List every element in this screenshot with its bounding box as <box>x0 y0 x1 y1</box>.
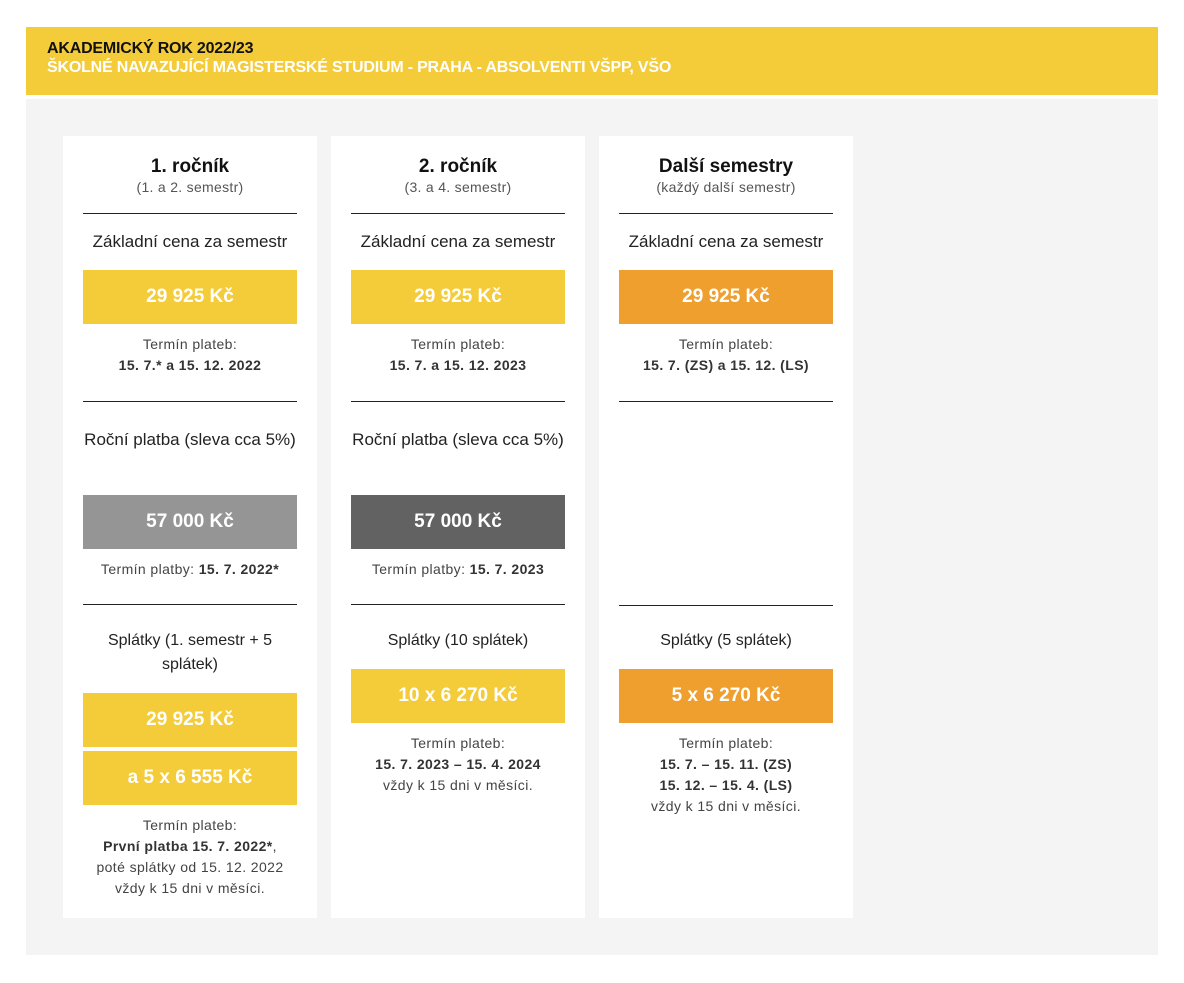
divider <box>351 604 565 605</box>
installments-label: Splátky (1. semestr + 5 splátek) <box>107 632 273 673</box>
card-further-semesters <box>599 136 853 918</box>
card-title: Další semestry <box>658 156 794 177</box>
remaining-installments-box: a 5 x 6 555 Kč <box>83 751 297 805</box>
note-label: Termín platby: <box>371 561 466 577</box>
installments-label: Splátky (10 splátek) <box>387 632 529 649</box>
base-price-box: 29 925 Kč <box>83 270 297 324</box>
page-banner <box>26 27 1158 95</box>
note-label: Termín plateb: <box>142 336 238 352</box>
note-value: 15. 12. – 15. 4. (LS) <box>659 777 793 793</box>
note-label: Termín plateb: <box>410 336 506 352</box>
note-line: vždy k 15 dni v měsíci. <box>114 880 266 896</box>
note-value: 15. 7. a 15. 12. 2023 <box>389 357 527 373</box>
note-value: 15. 7. 2023 <box>469 561 545 577</box>
annual-payment-note <box>351 559 565 580</box>
base-price-label: Základní cena za semestr <box>628 232 824 251</box>
note-value: 15. 7. (ZS) a 15. 12. (LS) <box>642 357 809 373</box>
annual-price-box: 57 000 Kč <box>351 495 565 549</box>
divider <box>83 213 297 214</box>
installments-label: Splátky (5 splátek) <box>660 632 792 649</box>
card-second-year <box>331 136 585 918</box>
note-value: 15. 7.* a 15. 12. 2022 <box>118 357 262 373</box>
card-first-year <box>63 136 317 918</box>
base-payment-note <box>83 334 297 376</box>
base-payment-note <box>619 334 833 376</box>
base-price-box: 29 925 Kč <box>351 270 565 324</box>
note-line: vždy k 15 dni v měsíci. <box>650 798 802 814</box>
installments-note <box>351 733 565 796</box>
divider <box>351 213 565 214</box>
annual-price-box: 57 000 Kč <box>83 495 297 549</box>
annual-payment-label: Roční platba (sleva cca 5%) <box>84 430 296 449</box>
card-subtitle: (1. a 2. semestr) <box>136 179 244 195</box>
installments-note <box>83 815 297 899</box>
note-value: 15. 7. 2022* <box>198 561 280 577</box>
base-price-label: Základní cena za semestr <box>92 232 288 251</box>
installments-box: 5 x 6 270 Kč <box>619 669 833 723</box>
note-line: poté splátky od 15. 12. 2022 <box>96 859 284 875</box>
note-label: Termín plateb: <box>678 336 774 352</box>
base-price-box: 29 925 Kč <box>619 270 833 324</box>
card-title: 2. ročník <box>418 156 498 177</box>
divider <box>619 213 833 214</box>
note-comma: , <box>272 838 277 854</box>
academic-year-heading: AKADEMICKÝ ROK 2022/23 <box>47 40 254 57</box>
first-installment-box: 29 925 Kč <box>83 693 297 747</box>
note-line: vždy k 15 dni v měsíci. <box>382 777 534 793</box>
divider <box>83 401 297 402</box>
divider <box>83 604 297 605</box>
note-label: Termín plateb: <box>678 735 774 751</box>
card-subtitle: (3. a 4. semestr) <box>404 179 512 195</box>
note-label: Termín platby: <box>100 561 195 577</box>
installments-box: 10 x 6 270 Kč <box>351 669 565 723</box>
installments-note <box>619 733 833 817</box>
note-value: 15. 7. – 15. 11. (ZS) <box>659 756 793 772</box>
annual-payment-note <box>83 559 297 580</box>
pricing-panel <box>26 99 1158 955</box>
note-label: Termín plateb: <box>410 735 506 751</box>
divider <box>619 401 833 402</box>
annual-payment-label: Roční platba (sleva cca 5%) <box>352 430 564 449</box>
note-label: Termín plateb: <box>142 817 238 833</box>
base-payment-note <box>351 334 565 376</box>
note-value: První platba 15. 7. 2022* <box>103 838 273 854</box>
base-price-label: Základní cena za semestr <box>360 232 556 251</box>
tuition-subheading: ŠKOLNÉ NAVAZUJÍCÍ MAGISTERSKÉ STUDIUM - PRAHA - ABSOLVENTI VŠPP, VŠO <box>47 59 672 76</box>
card-title: 1. ročník <box>150 156 230 177</box>
divider <box>351 401 565 402</box>
divider <box>619 605 833 606</box>
card-subtitle: (každý další semestr) <box>656 179 796 195</box>
note-value: 15. 7. 2023 – 15. 4. 2024 <box>375 756 541 772</box>
